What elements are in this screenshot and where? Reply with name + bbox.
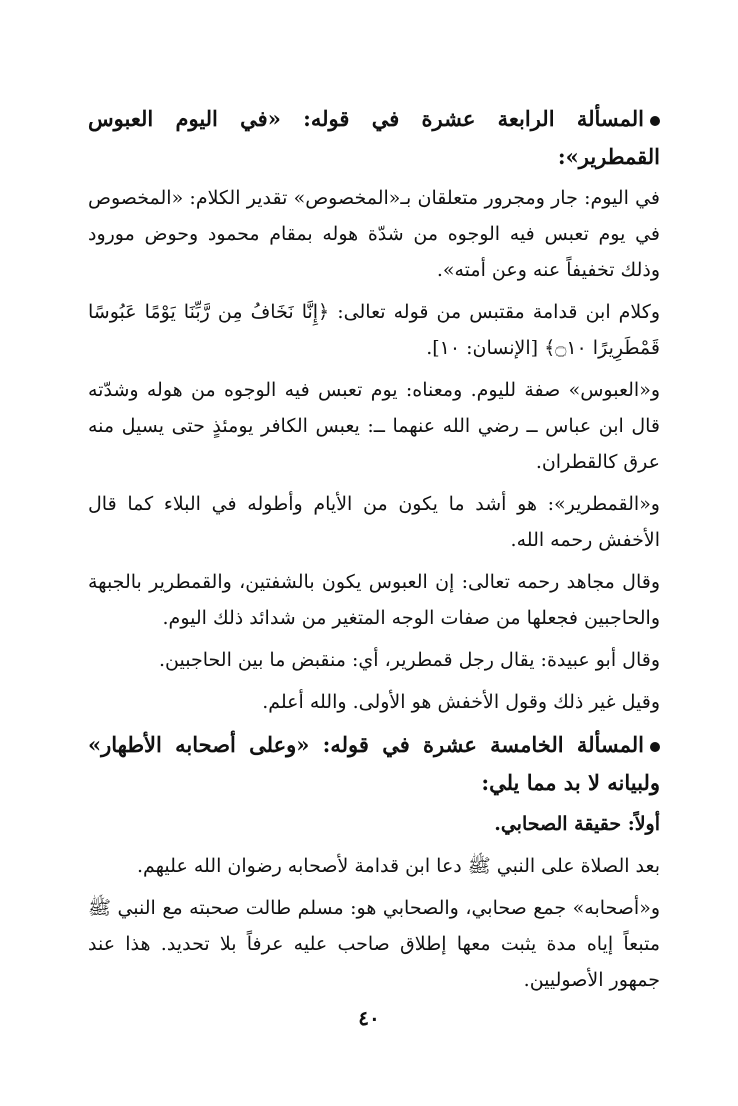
- paragraph: بعد الصلاة على النبي ﷺ دعا ابن قدامة لأصحابه رضوان الله عليهم.: [136, 855, 660, 877]
- bullet-icon: [650, 116, 660, 126]
- page-body: [88, 100, 660, 1004]
- bullet-icon: [650, 742, 660, 752]
- paragraph: في اليوم: جار ومجرور متعلقان بـ«المخصوص» تقدير الكلام: «المخصوص في يوم تعبس فيه الوجوه من شدّة هوله بمقام محمود وحوض مورود وذلك تخفيفاً عنه وعن أمته».: [88, 187, 660, 281]
- paragraph: و«أصحابه» جمع صحابي، والصحابي هو: مسلم طالت صحبته مع النبي ﷺ متبعاً إياه مدة يثبت معها إطلاق صاحب عليه عرفاً بلا تحديد. هذا عند جمهور الأصوليين.: [88, 897, 660, 991]
- heading-text: المسألة الخامسة عشرة في قوله: «وعلى أصحابه الأطهار» ولبيانه لا بد مما يلي:: [88, 732, 660, 795]
- page-number: ٤٠: [358, 1006, 380, 1030]
- section-heading-issue-14: [88, 100, 660, 176]
- subheading: أولاً: حقيقة الصحابي.: [494, 813, 660, 835]
- paragraph: وقال أبو عبيدة: يقال رجل قمطرير، أي: منقبض ما بين الحاجبين.: [159, 649, 660, 671]
- paragraph-quran-citation: وكلام ابن قدامة مقتبس من قوله تعالى: ﴿إِنَّا نَخَافُ مِن رَّبِّنَا يَوْمًا عَبُوسًا قَمْطَرِيرًا ۝١٠﴾ [الإنسان: ١٠].: [88, 301, 660, 359]
- paragraph: وقيل غير ذلك وقول الأخفش هو الأولى. والله أعلم.: [262, 691, 660, 713]
- section-heading-issue-15: [88, 726, 660, 802]
- paragraph: و«العبوس» صفة لليوم. ومعناه: يوم تعبس فيه الوجوه من هوله وشدّته قال ابن عباس ــ رضي الله عنهما ــ: يعبس الكافر يومئذٍ حتى يسيل منه عرق كالقطران.: [88, 379, 660, 473]
- heading-text: المسألة الرابعة عشرة في قوله: «في اليوم العبوس القمطرير»:: [88, 106, 660, 169]
- paragraph: و«القمطرير»: هو أشد ما يكون من الأيام وأطوله في البلاء كما قال الأخفش رحمه الله.: [88, 493, 660, 551]
- paragraph: وقال مجاهد رحمه تعالى: إن العبوس يكون بالشفتين، والقمطرير بالجبهة والحاجبين فجعلها من صفات الوجه المتغير من شدائد ذلك اليوم.: [88, 571, 660, 629]
